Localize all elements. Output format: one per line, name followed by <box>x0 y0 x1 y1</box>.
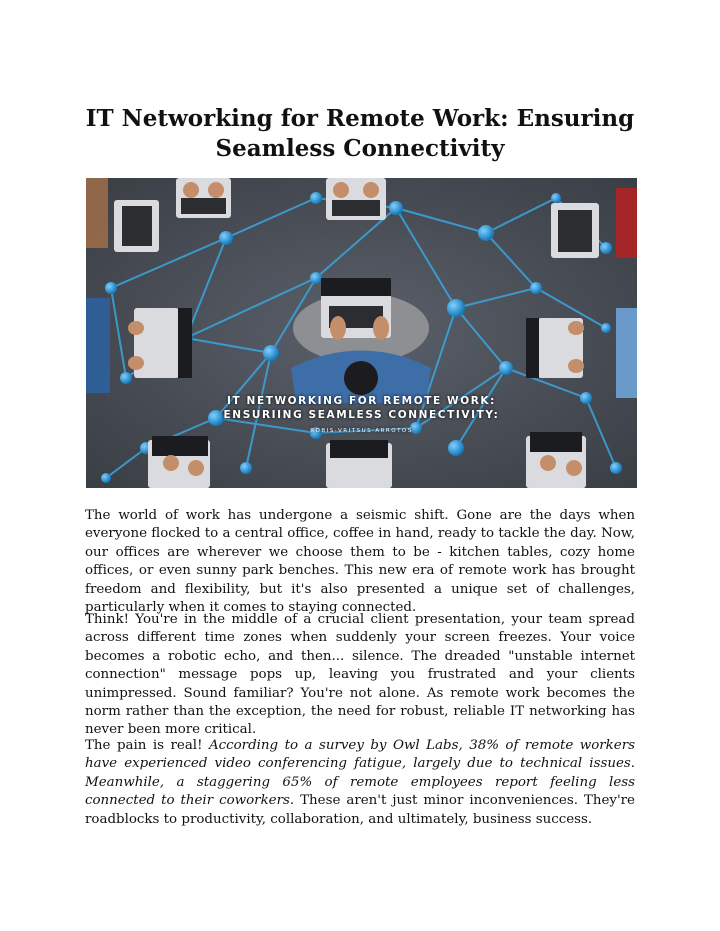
body-paragraph-3 <box>85 737 635 829</box>
hero-caption-line-1: IT NETWORKING FOR REMOTE WORK: <box>227 395 496 407</box>
hero-caption-line-2: ENSURIING SEAMLESS CONNECTIVITY: <box>223 409 500 421</box>
hero-image <box>86 178 637 488</box>
body-paragraph-1: The world of work has undergone a seismic shift. Gone are the days when everyone flocked to a central office, coffee in hand, ready to tackle the day. Now, our offices are wherever we choose them to be - kitchen tables, cozy home offices, or even sunny park benches. This new era of remote work has brought freedom and flexibility, but it's also presented a unique set of challenges, particularly when it comes to staying connected. <box>85 508 635 616</box>
body-paragraph-2: Think! You're in the middle of a crucial client presentation, your team spread across different time zones when suddenly your screen freezes. Your voice becomes a robotic echo, and then... silence. The dreaded "unstable internet connection" message pops up, leaving you frustrated and your clients unimpressed. Sound familiar? You're not alone. As remote work becomes the norm rather than the exception, the need for robust, reliable IT networking has never been more critical. <box>85 612 635 738</box>
network-illustration <box>86 178 637 488</box>
paragraph-tail: These aren't just minor inconveniences. They're roadblocks to productivity, collaboration, and ultimately, business success. <box>85 793 635 827</box>
hero-caption <box>86 394 637 438</box>
page-title: IT Networking for Remote Work: Ensuring Seamless Connectivity <box>85 105 635 162</box>
paragraph-lead: The pain is real! <box>85 738 209 753</box>
hero-caption-line-3: ROBIS·VRITSUS·ARROTOS <box>310 428 413 434</box>
survey-quote: According to a survey by Owl Labs, 38% of remote workers have experienced video conferencing fatigue, largely due to technical issues. Meanwhile, a staggering 65% of remote employees report feeling less connected to their coworkers. <box>85 738 635 809</box>
